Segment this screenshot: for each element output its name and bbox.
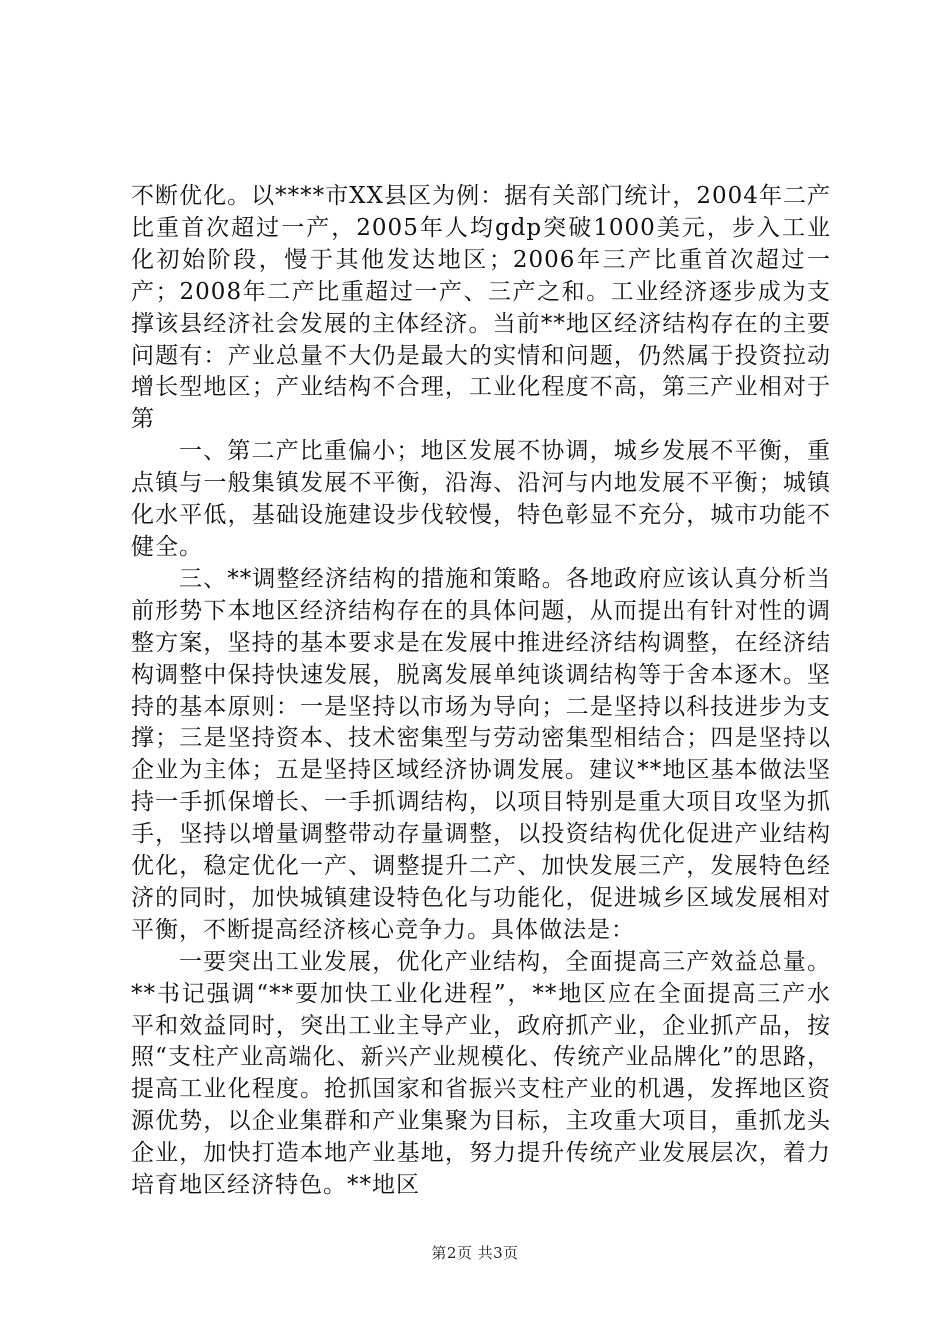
paragraph-1: 不断优化。以****市XX县区为例：据有关部门统计，2004年二产比重首次超过一产，2005年人均gdp突破1000美元，步入工业化初始阶段，慢于其他发达地区；2006年三产比重首次超过一产；2008年二产比重超过一产、三产之和。工业经济逐步成为支撑该县经济社会发展的主体经济。当前**地区经济结构存在的主要问题有：产业总量不大仍是最大的实情和问题，仍然属于投资拉动增长型地区；产业结构不合理，工业化程度不高，第三产业相对于第	[131, 183, 831, 433]
paragraph-2: 一、第二产比重偏小；地区发展不协调，城乡发展不平衡，重点镇与一般集镇发展不平衡，沿海、沿河与内地发展不平衡；城镇化水平低，基础设施建设步伐较慢，特色彰显不充分，城市功能不健全。	[131, 438, 831, 560]
document-body	[131, 181, 831, 1202]
paragraph-3: 三、**调整经济结构的措施和策略。各地政府应该认真分析当前形势下本地区经济结构存在的具体问题，从而提出有针对性的调整方案，坚持的基本要求是在发展中推进经济结构调整，在经济结构调整中保持快速发展，脱离发展单纯谈调结构等于舍本逐木。坚持的基本原则：一是坚持以市场为导向；二是坚持以科技进步为支撑；三是坚持资本、技术密集型与劳动密集型相结合；四是坚持以企业为主体；五是坚持区域经济协调发展。建议**地区基本做法坚持一手抓保增长、一手抓调结构，以项目特别是重大项目攻坚为抓手，坚持以增量调整带动存量调整，以投资结构优化促进产业结构优化，稳定优化一产、调整提升二产、加快发展三产，发展特色经济的同时，加快城镇建设特色化与功能化，促进城乡区域发展相对平衡，不断提高经济核心竞争力。具体做法是：	[131, 565, 831, 943]
page-number-footer: 第2页 共3页	[431, 1244, 519, 1262]
paragraph-4: 一要突出工业发展，优化产业结构，全面提高三产效益总量。**书记强调“**要加快工业化进程”，**地区应在全面提高三产水平和效益同时，突出工业主导产业，政府抓产业，企业抓产品，按照“支柱产业高端化、新兴产业规模化、传统产业品牌化”的思路，提高工业化程度。抢抓国家和省振兴支柱产业的机遇，发挥地区资源优势，以企业集群和产业集聚为目标，主攻重大项目，重抓龙头企业，加快打造本地产业基地，努力提升传统产业发展层次，着力培育地区经济特色。**地区	[131, 948, 831, 1199]
